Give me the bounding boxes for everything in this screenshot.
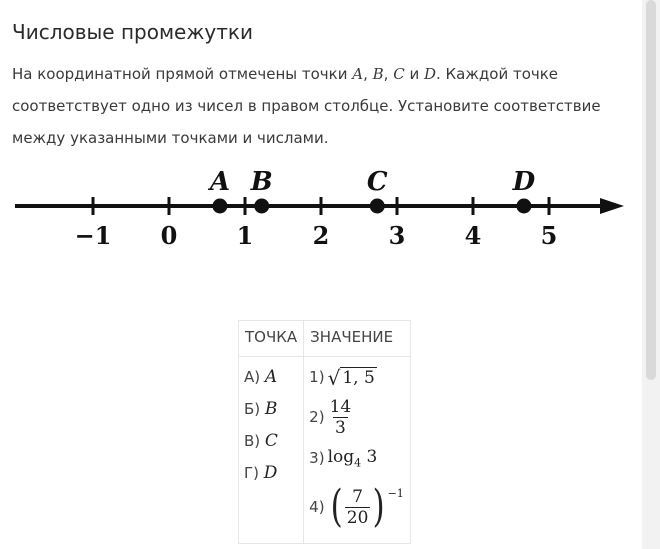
point-item [244,393,297,425]
task-text-part: . Каждой точке соответствует одно из чисел в правом столбце. Установите соответствие между указанными точками и числами. [12,65,601,147]
answer-table [238,320,411,544]
point-label: B [250,167,273,197]
point-prefix: В) [244,432,265,450]
point-prefix: Г) [244,464,264,482]
point-name: B [264,399,278,419]
point-name: D [263,463,278,483]
fraction-numerator: 14 [329,396,352,417]
point-marker [212,199,227,214]
point-name: C [264,431,278,451]
value-item [309,361,404,393]
value-label: 2) [309,408,325,426]
point-name: D [423,65,436,83]
value-item [309,475,404,539]
point-marker [370,199,385,214]
point-name: B [372,65,384,83]
point-marker [254,199,269,214]
point-marker [516,199,531,214]
log-expression [328,447,378,469]
log-base: 4 [354,456,362,470]
task-text-separator: , [363,65,373,83]
fraction [328,397,354,438]
task-text-separator: и [404,65,424,83]
task-text-separator: , [383,65,394,83]
sqrt-icon: √ [327,365,341,390]
point-label: A [209,167,231,197]
value-item [309,441,404,475]
point-label: D [512,167,536,197]
value-item [309,393,404,441]
tick-label: 5 [540,221,558,250]
points-cell [239,357,304,544]
tick-label: 3 [388,221,406,250]
task-text-part: На координатной прямой отмечены точки [12,65,353,83]
fraction [345,487,371,528]
arrow-icon [600,198,624,214]
tick-label: 0 [160,221,178,250]
point-name: A [264,367,278,387]
sqrt-radicand: 1, 5 [342,367,375,388]
task-text [12,58,612,154]
tick-label: 2 [312,221,330,250]
page-title: Числовые промежутки [12,20,253,44]
point-name: A [352,65,364,83]
tick-label: 1 [236,221,254,250]
point-item [244,361,297,393]
exponent: −1 [387,487,404,500]
right-paren-icon: ) [372,481,385,532]
point-label: C [366,167,388,197]
value-label: 4) [309,498,325,516]
power-expression [328,481,404,532]
fraction-denominator: 3 [334,417,346,438]
left-paren-icon: ( [330,481,343,532]
point-item [244,425,297,457]
fraction-numerator: 7 [352,486,363,507]
point-item [244,457,297,489]
point-name: C [393,65,405,83]
fraction-denominator: 20 [346,507,369,528]
value-label: 3) [309,449,325,467]
scrollbar-thumb[interactable] [646,0,656,380]
point-prefix: Б) [244,400,265,418]
point-prefix: А) [244,368,265,386]
log-function: log [327,446,355,467]
tick-label: 4 [464,221,482,250]
column-header-point: ТОЧКА [239,321,304,357]
column-header-value: ЗНАЧЕНИЕ [304,321,411,357]
sqrt-expression [328,367,377,388]
scrollbar[interactable] [642,0,660,549]
number-line [10,160,630,260]
tick-label: −1 [74,221,112,250]
values-cell [304,357,411,544]
log-argument: 3 [361,446,378,467]
value-label: 1) [309,368,325,386]
